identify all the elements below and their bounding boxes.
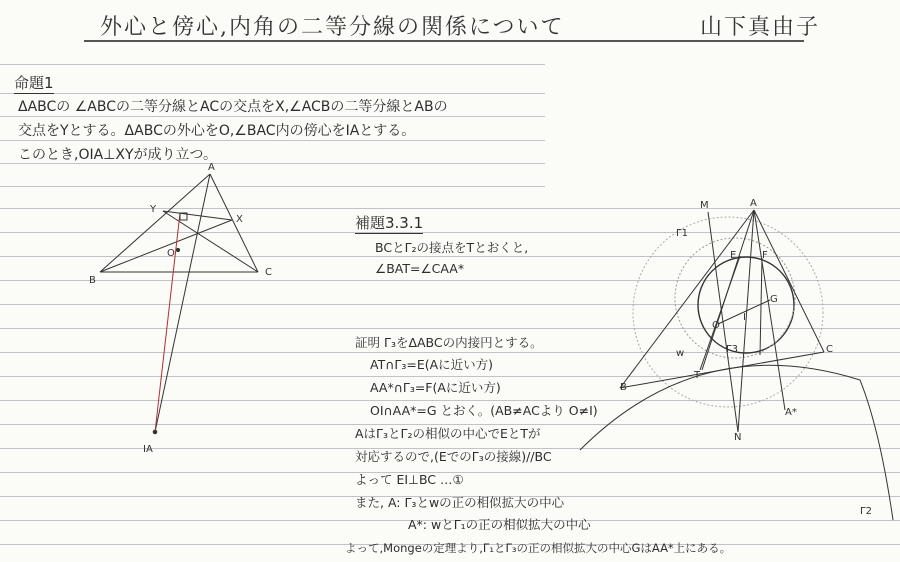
label-C2: C bbox=[826, 344, 833, 355]
point-O bbox=[176, 248, 179, 251]
figure-1-labels bbox=[89, 162, 272, 455]
segment-AAstar bbox=[754, 210, 785, 410]
label-T: T bbox=[694, 370, 701, 381]
segment-AC bbox=[210, 174, 258, 272]
label-C: C bbox=[265, 267, 272, 278]
proof-line-10: よって,Mongeの定理より,Γ₁とΓ₃の正の相似拡大の中心GはAA*上にある。 bbox=[345, 541, 732, 555]
label-X: X bbox=[236, 214, 243, 225]
figure-1-triangle bbox=[100, 174, 258, 434]
figure-2-circles bbox=[580, 210, 893, 520]
point-IA bbox=[153, 430, 157, 434]
proof-line-2: AT∩Γ₃=E(Aに近い方) bbox=[370, 357, 494, 372]
segment-AB bbox=[100, 174, 210, 272]
segment-F bbox=[760, 258, 762, 355]
proposition-line-2: 交点をYとする。ΔABCの外心をO,∠BAC内の傍心をIAとする。 bbox=[18, 123, 416, 139]
lemma-line-2: ∠BAT=∠CAA* bbox=[375, 261, 465, 276]
circumcircle-gamma1 bbox=[633, 217, 823, 407]
segment-XY bbox=[163, 211, 232, 220]
label-Astar: A* bbox=[785, 407, 797, 418]
proposition-line-1: ΔABCの ∠ABCの二等分線とACの交点をX,∠ACBの二等分線とABの bbox=[18, 99, 448, 115]
label-Y: Y bbox=[150, 204, 157, 215]
proposition-heading: 命題1 bbox=[14, 74, 54, 92]
label-A: A bbox=[208, 162, 215, 173]
proof-line-6: 対応するので,(EでのΓ₃の接線)//BC bbox=[355, 449, 552, 464]
bisector-BX bbox=[100, 220, 232, 272]
label-B: B bbox=[89, 275, 96, 286]
label-N: N bbox=[734, 432, 742, 443]
title-text: 外心と傍心,内角の二等分線の関係について bbox=[100, 15, 565, 40]
label-E: E bbox=[730, 250, 737, 261]
label-O: O bbox=[167, 248, 175, 259]
proof-line-7: よって EI⊥BC …① bbox=[355, 472, 464, 487]
figure-2-labels bbox=[620, 198, 872, 517]
label-F: F bbox=[762, 250, 768, 261]
label-gamma3: Γ3 bbox=[726, 344, 738, 355]
proposition-line-3: このとき,OIA⊥XYが成り立つ。 bbox=[18, 147, 217, 163]
label-w: w bbox=[676, 348, 685, 359]
proof-line-1: 証明 Γ₃をΔABCの内接円とする。 bbox=[355, 335, 543, 350]
label-O2: O bbox=[712, 320, 720, 331]
segment-BC2 bbox=[620, 352, 824, 388]
label-gamma1: Γ1 bbox=[676, 228, 688, 239]
label-G: G bbox=[770, 294, 778, 305]
proof-line-3: AA*∩Γ₃=F(Aに近い方) bbox=[370, 380, 501, 395]
label-A2: A bbox=[750, 198, 757, 209]
label-B2: B bbox=[620, 382, 627, 393]
label-M: M bbox=[700, 200, 709, 211]
proof-line-5: AはΓ₃とΓ₂の相似の中心でEとTが bbox=[355, 426, 541, 441]
proof-line-4: OI∩AA*=G とおく。(AB≠ACより O≠I) bbox=[370, 403, 598, 418]
author-name: 山下真由子 bbox=[699, 15, 820, 40]
lemma-heading: 補題3.3.1 bbox=[355, 214, 424, 232]
lemma-line-1: BCとΓ₂の接点をTとおくと, bbox=[375, 240, 529, 255]
label-IA: IA bbox=[143, 444, 153, 455]
label-gamma2: Γ2 bbox=[860, 506, 872, 517]
label-I: I bbox=[743, 312, 746, 323]
proof-line-8: また, A: Γ₃とwの正の相似拡大の中心 bbox=[355, 495, 565, 510]
segment-AN bbox=[738, 210, 754, 432]
proof-line-9: A*: wとΓ₁の正の相似拡大の中心 bbox=[408, 517, 591, 532]
